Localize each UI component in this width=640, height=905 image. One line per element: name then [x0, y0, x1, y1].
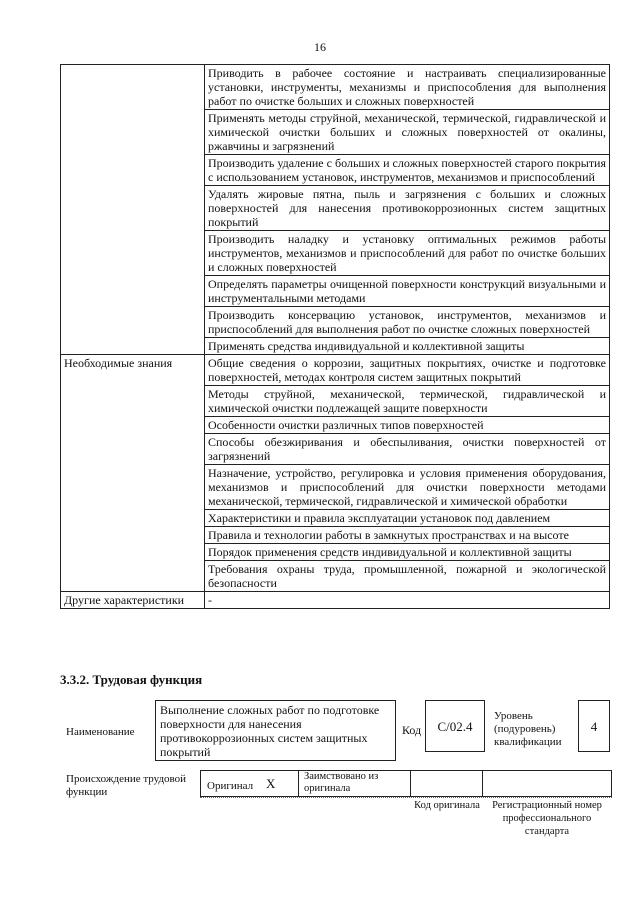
skills-label-cell	[61, 65, 205, 355]
skill-row: Удалять жировые пятна, пыль и загрязнения с больших и сложных поверхностей для нанесения противокоррозионных систем защитных покрытий	[205, 186, 610, 231]
other-characteristics-label: Другие характеристики	[61, 592, 205, 609]
knowledge-row: Методы струйной, механической, термической, гидравлической и химической очистки подлежащей защите поверхности	[205, 386, 610, 417]
original-label: Оригинал	[207, 780, 254, 792]
code-original-caption: Код оригинала	[414, 800, 480, 811]
original-mark: X	[266, 776, 276, 791]
code-value-box: C/02.4	[425, 700, 485, 752]
origin-divider-2	[410, 770, 411, 797]
origin-label: Происхождение трудовой функции	[66, 773, 187, 798]
knowledge-row: Правила и технологии работы в замкнутых пространствах и на высоте	[205, 527, 610, 544]
skill-row: Производить удаление с больших и сложных поверхностей старого покрытия с использованием установок, инструментов, механизмов и приспособлений	[205, 155, 610, 186]
skill-row: Применять методы струйной, механической, термической, гидравлической и химической очистки больших и сложных поверхностей от окалины, ржавчины и загрязнений	[205, 110, 610, 155]
origin-dotted-underline	[200, 797, 612, 798]
function-name-box: Выполнение сложных работ по подготовке поверхности для нанесения противокоррозионных систем защитных покрытий	[155, 700, 396, 761]
section-heading: 3.3.2. Трудовая функция	[60, 672, 203, 687]
borrowed-label: Заимствовано из оригинала	[304, 771, 379, 794]
knowledge-row: Общие сведения о коррозии, защитных покрытиях, очистке и подготовке поверхностей, методах контроля систем защитных покрытий	[205, 355, 610, 386]
knowledge-row: Требования охраны труда, промышленной, пожарной и экологической безопасности	[205, 561, 610, 592]
knowledge-label: Необходимые знания	[61, 355, 205, 592]
knowledge-row: Способы обезжиривания и обеспыливания, очистки поверхностей от загрязнений	[205, 434, 610, 465]
other-characteristics-value: -	[205, 592, 610, 609]
origin-divider-3	[482, 770, 483, 797]
name-label: Наименование	[66, 726, 135, 738]
origin-row-box	[200, 770, 612, 797]
code-label: Код	[402, 723, 422, 737]
reg-number-caption: Регистрационный номер профессионального стандарта	[492, 800, 602, 837]
skill-row: Определять параметры очищенной поверхности конструкций визуальными и инструментальными методами	[205, 276, 610, 307]
knowledge-row: Особенности очистки различных типов поверхностей	[205, 417, 610, 434]
knowledge-row: Характеристики и правила эксплуатации установок под давлением	[205, 510, 610, 527]
skill-row: Применять средства индивидуальной и коллективной защиты	[205, 338, 610, 355]
knowledge-row: Назначение, устройство, регулировка и условия применения оборудования, механизмов и приспособлений для очистки поверхности методами механической, термической, гидравлической и химической обработки	[205, 465, 610, 510]
skill-row: Приводить в рабочее состояние и настраивать специализированные установки, инструменты, механизмы и приспособления для выполнения работ по очистке больших и сложных поверхностей	[205, 65, 610, 110]
skill-row: Производить наладку и установку оптимальных режимов работы инструментов, механизмов и приспособлений для работ по очистке больших и сложных поверхностей	[205, 231, 610, 276]
skill-row: Производить консервацию установок, инструментов, механизмов и приспособлений для выполнения работ по очистке сложных поверхностей	[205, 307, 610, 338]
knowledge-row: Порядок применения средств индивидуальной и коллективной защиты	[205, 544, 610, 561]
page-number: 16	[314, 40, 326, 54]
origin-divider-1	[298, 770, 299, 797]
qualification-level-box: 4	[578, 700, 610, 752]
qualification-level-label: Уровень (подуровень) квалификации	[494, 710, 562, 748]
requirements-table	[60, 64, 610, 609]
